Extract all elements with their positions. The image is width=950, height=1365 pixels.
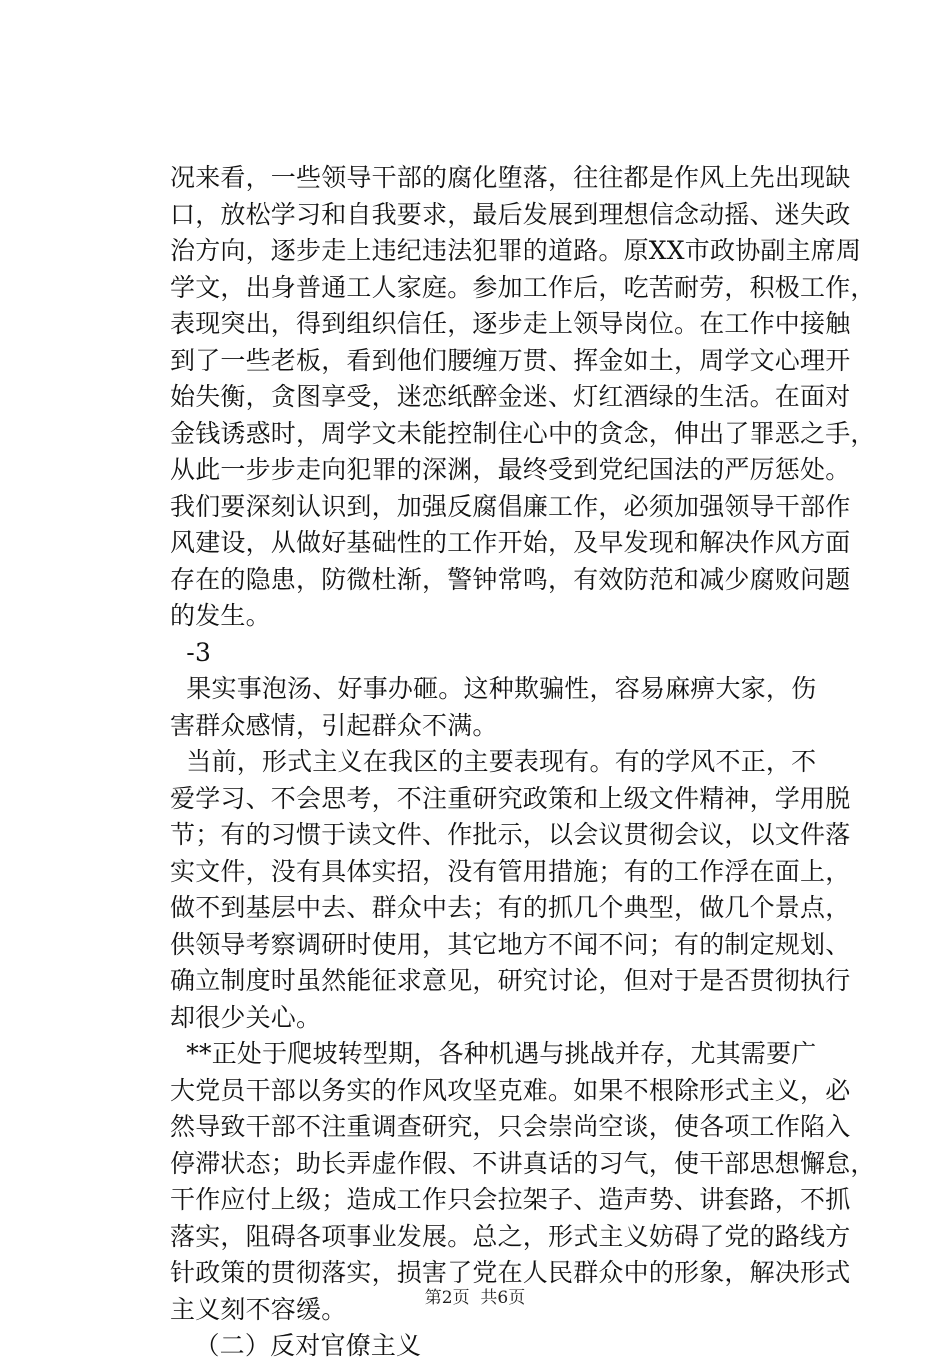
text-line: 风建设，从做好基础性的工作开始，及早发现和解决作风方面: [170, 528, 851, 557]
text-line: 存在的隐患，防微杜渐，警钟常鸣，有效防范和减少腐败问题: [170, 564, 851, 594]
text-line: 实文件，没有具体实招，没有管用措施；有的工作浮在面上，: [170, 856, 851, 886]
text-line: 确立制度时虽然能征求意见，研究讨论，但对于是否贯彻执行: [170, 966, 851, 995]
text-line: 治方向，逐步走上违纪违法犯罪的道路。原XX市政协副主席周: [170, 236, 862, 265]
text-line: 表现突出，得到组织信任，逐步走上领导岗位。在工作中接触: [170, 309, 851, 338]
text-line: 从此一步步走向犯罪的深渊，最终受到党纪国法的严厉惩处。: [170, 455, 851, 484]
text-line: 我们要深刻认识到，加强反腐倡廉工作，必须加强领导干部作: [170, 491, 851, 521]
text-line: 的发生。: [170, 601, 271, 630]
text-line: 口，放松学习和自我要求，最后发展到理想信念动摇、迷失政: [170, 199, 851, 229]
text-line: **正处于爬坡转型期，各种机遇与挑战并存，尤其需要广: [170, 1039, 817, 1068]
text-line: 节；有的习惯于读文件、作批示，以会议贯彻会议，以文件落: [170, 820, 851, 849]
body-text: [170, 160, 876, 1365]
text-line: 爱学习、不会思考，不注重研究政策和上级文件精神，学用脱: [170, 783, 851, 813]
text-line: 主义刻不容缓。: [170, 1294, 347, 1324]
text-line: 金钱诱惑时，周学文未能控制住心中的贪念，伸出了罪恶之手，: [170, 418, 876, 448]
text-line: 停滞状态；助长弄虚作假、不讲真话的习气，使干部思想懈怠，: [170, 1148, 876, 1178]
text-line: 却很少关心。: [170, 1002, 322, 1032]
text-line: 到了一些老板，看到他们腰缠万贯、挥金如土，周学文心理开: [170, 345, 851, 375]
page-footer: 第2页 共6页: [424, 1288, 526, 1308]
text-line: 害群众感情，引起群众不满。: [170, 710, 498, 740]
text-line: 学文，出身普通工人家庭。参加工作后，吃苦耐劳，积极工作，: [170, 272, 876, 302]
page-marker: -3: [170, 637, 212, 667]
text-line: 大党员干部以务实的作风攻坚克难。如果不根除形式主义，必: [170, 1075, 851, 1105]
text-line: 干作应付上级；造成工作只会拉架子、造声势、讲套路，不抓: [170, 1185, 851, 1214]
text-line: 始失衡，贪图享受，迷恋纸醉金迷、灯红酒绿的生活。在面对: [170, 382, 851, 411]
text-line: 果实事泡汤、好事办砸。这种欺骗性，容易麻痹大家，伤: [170, 674, 817, 703]
text-line: 落实，阻碍各项事业发展。总之，形式主义妨碍了党的路线方: [170, 1221, 851, 1251]
section-heading: （二）反对官僚主义: [170, 1331, 422, 1360]
text-line: 然导致干部不注重调查研究，只会崇尚空谈，使各项工作陷入: [170, 1112, 851, 1141]
text-line: 当前，形式主义在我区的主要表现有。有的学风不正，不: [170, 747, 817, 776]
text-line: 供领导考察调研时使用，其它地方不闻不问；有的制定规划、: [170, 929, 851, 959]
text-line: 针政策的贯彻落实，损害了党在人民群众中的形象，解决形式: [170, 1258, 851, 1287]
text-line: 况来看，一些领导干部的腐化堕落，往往都是作风上先出现缺: [170, 163, 851, 192]
text-line: 做不到基层中去、群众中去；有的抓几个典型，做几个景点，: [170, 893, 851, 922]
